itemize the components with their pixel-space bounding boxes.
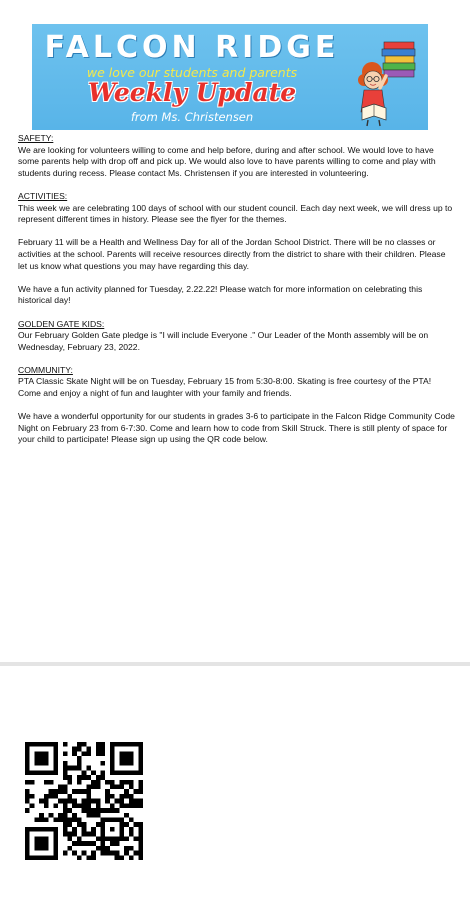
safety-paragraph: We are looking for volunteers willing to come and help before, during and after school. We would love to have some parents help with drop off and pick up. We would also love to have parents willing to come and play with students during recess. Please contact Ms. Christensen if you are interested in volunteering. — [18, 144, 436, 178]
golden-gate-heading: GOLDEN GATE KIDS: — [18, 318, 105, 329]
qr-code-icon[interactable] — [25, 742, 143, 860]
community-paragraph-1: PTA Classic Skate Night will be on Tuesday, February 15 from 5:30-8:00. Skating is free courtesy of the PTA! Come and enjoy a night of fun and laughter with your family and friends. — [18, 376, 432, 399]
activities-paragraph-1: This week we are celebrating 100 days of school with our student council. Each day next week, we will dress up to represent different times in history. Please see the flyer for the themes. — [18, 202, 453, 225]
safety-heading: SAFETY: — [18, 133, 54, 143]
newsletter-body — [18, 133, 456, 446]
community-heading: COMMUNITY: — [18, 364, 73, 375]
banner-title: FALCON RIDGE — [44, 30, 340, 65]
golden-gate-paragraph: Our February Golden Gate pledge is "I will include Everyone ." Our Leader of the Month assembly will be on Wednesday, February 23, 2022. — [18, 330, 429, 352]
activities-paragraph-2: February 11 will be a Health and Wellness Day for all of the Jordan School District. There will be no classes or activities at the school. Parents will receive resources directly from the district to share with their children. Please let us know what questions you may have regarding this day. — [18, 237, 446, 271]
newsletter-banner — [32, 24, 428, 130]
girl-with-books-icon — [354, 36, 424, 128]
activities-heading: ACTIVITIES: — [18, 190, 68, 201]
community-paragraph-2: We have a wonderful opportunity for our students in grades 3-6 to participate in the Falcon Ridge Community Code Night on February 23 from 6-7:30. Come and learn how to code from Skill Struck. There is still plenty of space for your child to participate! Please sign up using the QR code below. — [18, 411, 455, 445]
page-divider — [0, 662, 470, 666]
banner-from: from Ms. Christensen — [130, 110, 254, 124]
banner-tagline: we love our students and parents — [86, 65, 298, 80]
activities-paragraph-3: We have a fun activity planned for Tuesday, 2.22.22! Please watch for more information on celebrating this historical day! — [18, 283, 423, 306]
banner-weekly-update: Weekly Update — [87, 78, 297, 107]
